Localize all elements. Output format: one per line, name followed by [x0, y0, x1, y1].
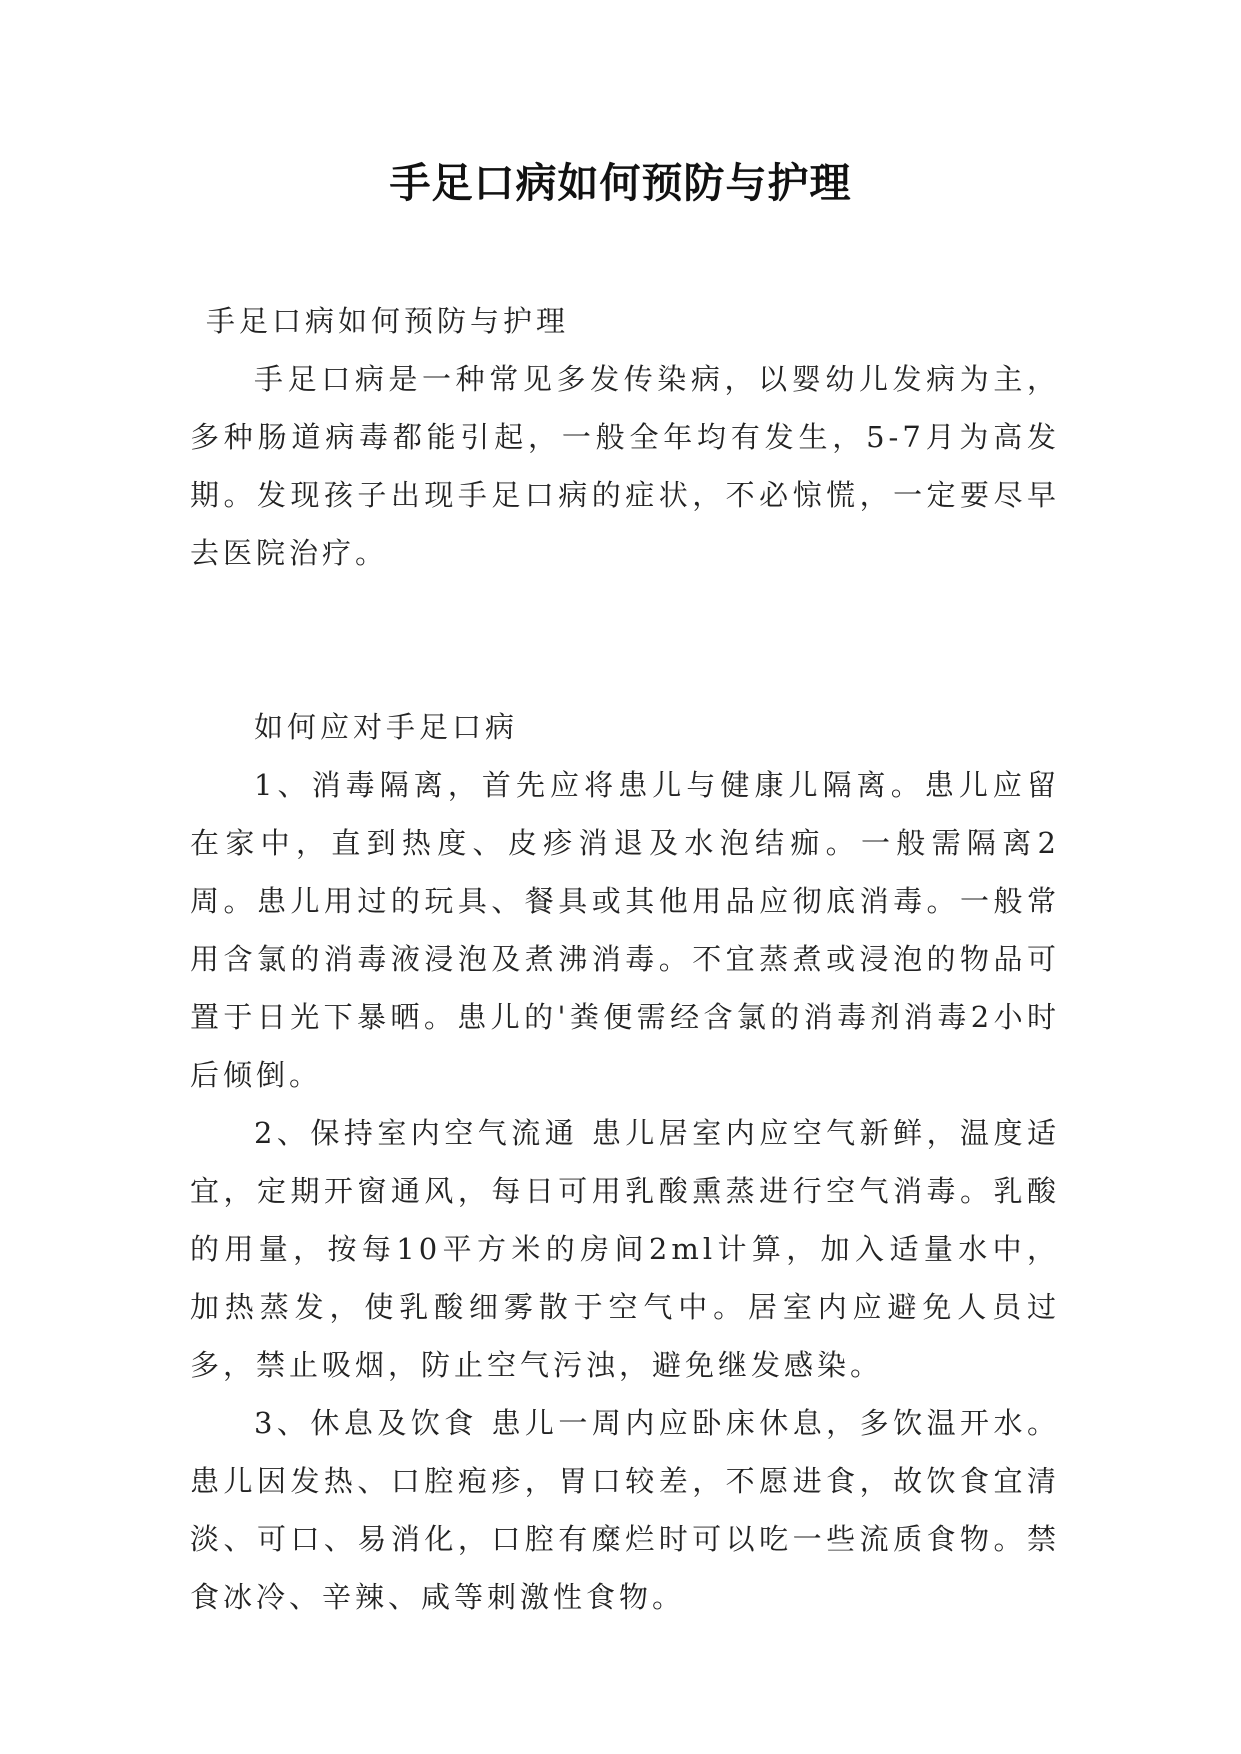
document-subtitle: 手足口病如何预防与护理: [206, 304, 570, 338]
document-body: [190, 292, 1060, 1626]
intro-paragraph: 手足口病是一种常见多发传染病，以婴幼儿发病为主，多种肠道病毒都能引起，一般全年均有发生，5-7月为高发期。发现孩子出现手足口病的症状，不必惊慌，一定要尽早去医院治疗。: [190, 362, 1060, 570]
paragraph-rest-diet: 3、休息及饮食 患儿一周内应卧床休息，多饮温开水。患儿因发热、口腔疱疹，胃口较差，不愿进食，故饮食宜清淡、可口、易消化，口腔有糜烂时可以吃一些流质食物。禁食冰冷、辛辣、咸等刺激性食物。: [190, 1406, 1060, 1614]
paragraph-ventilation: 2、保持室内空气流通 患儿居室内应空气新鲜，温度适宜，定期开窗通风，每日可用乳酸熏蒸进行空气消毒。乳酸的用量，按每10平方米的房间2ml计算，加入适量水中，加热蒸发，使乳酸细雾散于空气中。居室内应避免人员过多，禁止吸烟，防止空气污浊，避免继发感染。: [190, 1116, 1060, 1382]
paragraph-disinfection: 1、消毒隔离，首先应将患儿与健康儿隔离。患儿应留在家中，直到热度、皮疹消退及水泡结痂。一般需隔离2周。患儿用过的玩具、餐具或其他用品应彻底消毒。一般常用含氯的消毒液浸泡及煮沸消毒。不宜蒸煮或浸泡的物品可置于日光下暴晒。患儿的'粪便需经含氯的消毒剂消毒2小时后倾倒。: [190, 768, 1060, 1092]
document-title: 手足口病如何预防与护理: [389, 159, 852, 207]
section-heading: 如何应对手足口病: [254, 710, 519, 744]
paragraph-spacer: [190, 582, 1060, 698]
